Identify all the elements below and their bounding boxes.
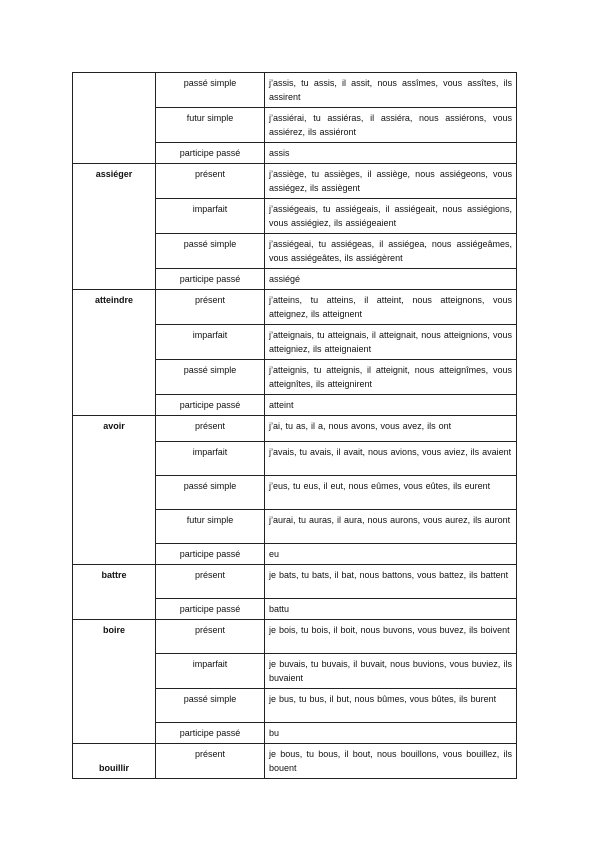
tense-cell: participe passé: [156, 143, 265, 164]
forms-cell: j’assiégeais, tu assiégeais, il assiégeait, nous assiégions, vous assiégiez, ils assiégeaient: [265, 199, 517, 234]
tense-cell: participe passé: [156, 395, 265, 416]
table-row: [73, 416, 517, 442]
forms-cell: je bois, tu bois, il boit, nous buvons, vous buvez, ils boivent: [265, 620, 517, 654]
forms-cell: assis: [265, 143, 517, 164]
table-row: [73, 620, 517, 654]
tense-cell: participe passé: [156, 269, 265, 290]
tense-cell: passé simple: [156, 234, 265, 269]
tense-cell: passé simple: [156, 689, 265, 723]
tense-cell: imparfait: [156, 199, 265, 234]
forms-cell: j’assiérai, tu assiéras, il assiéra, nous assiérons, vous assiérez, ils assiéront: [265, 108, 517, 143]
tense-cell: présent: [156, 620, 265, 654]
forms-cell: j’eus, tu eus, il eut, nous eûmes, vous eûtes, ils eurent: [265, 476, 517, 510]
forms-cell: j’atteignais, tu atteignais, il atteignait, nous atteignions, vous atteigniez, ils atteignaient: [265, 325, 517, 360]
tense-cell: présent: [156, 290, 265, 325]
tense-cell: imparfait: [156, 325, 265, 360]
tense-cell: futur simple: [156, 510, 265, 544]
forms-cell: j’ai, tu as, il a, nous avons, vous avez, ils ont: [265, 416, 517, 442]
tense-cell: passé simple: [156, 73, 265, 108]
forms-cell: j’atteignis, tu atteignis, il atteignit, nous atteignîmes, vous atteignîtes, ils atteignirent: [265, 360, 517, 395]
forms-cell: je buvais, tu buvais, il buvait, nous buvions, vous buviez, ils buvaient: [265, 654, 517, 689]
forms-cell: assiégé: [265, 269, 517, 290]
tense-cell: passé simple: [156, 476, 265, 510]
conjugation-table: [72, 72, 517, 779]
tense-cell: présent: [156, 416, 265, 442]
table-row: [73, 164, 517, 199]
forms-cell: j’avais, tu avais, il avait, nous avions, vous aviez, ils avaient: [265, 442, 517, 476]
forms-cell: j’assiégeai, tu assiégeas, il assiégea, nous assiégeâmes, vous assiégeâtes, ils assiégèrent: [265, 234, 517, 269]
tense-cell: participe passé: [156, 723, 265, 744]
tense-cell: présent: [156, 744, 265, 779]
forms-cell: je bous, tu bous, il bout, nous bouillons, vous bouillez, ils bouent: [265, 744, 517, 779]
verb-cell-continued: [73, 73, 156, 164]
forms-cell: j’aurai, tu auras, il aura, nous aurons, vous aurez, ils auront: [265, 510, 517, 544]
verb-cell: bouillir: [73, 744, 156, 779]
forms-cell: eu: [265, 544, 517, 565]
verb-cell: avoir: [73, 416, 156, 565]
forms-cell: bu: [265, 723, 517, 744]
verb-cell: battre: [73, 565, 156, 620]
table-row: [73, 565, 517, 599]
forms-cell: je bats, tu bats, il bat, nous battons, vous battez, ils battent: [265, 565, 517, 599]
tense-cell: présent: [156, 164, 265, 199]
forms-cell: battu: [265, 599, 517, 620]
forms-cell: j’assiège, tu assièges, il assiège, nous assiégeons, vous assiégez, ils assiègent: [265, 164, 517, 199]
forms-cell: j’atteins, tu atteins, il atteint, nous atteignons, vous atteignez, ils atteignent: [265, 290, 517, 325]
verb-cell: assiéger: [73, 164, 156, 290]
verb-cell: atteindre: [73, 290, 156, 416]
forms-cell: atteint: [265, 395, 517, 416]
table-row: [73, 744, 517, 779]
table-row: [73, 73, 517, 108]
verb-cell: boire: [73, 620, 156, 744]
tense-cell: imparfait: [156, 442, 265, 476]
tense-cell: futur simple: [156, 108, 265, 143]
tense-cell: imparfait: [156, 654, 265, 689]
tense-cell: participe passé: [156, 599, 265, 620]
forms-cell: je bus, tu bus, il but, nous bûmes, vous bûtes, ils burent: [265, 689, 517, 723]
tense-cell: présent: [156, 565, 265, 599]
tense-cell: participe passé: [156, 544, 265, 565]
tense-cell: passé simple: [156, 360, 265, 395]
forms-cell: j’assis, tu assis, il assit, nous assîmes, vous assîtes, ils assirent: [265, 73, 517, 108]
table-row: [73, 290, 517, 325]
